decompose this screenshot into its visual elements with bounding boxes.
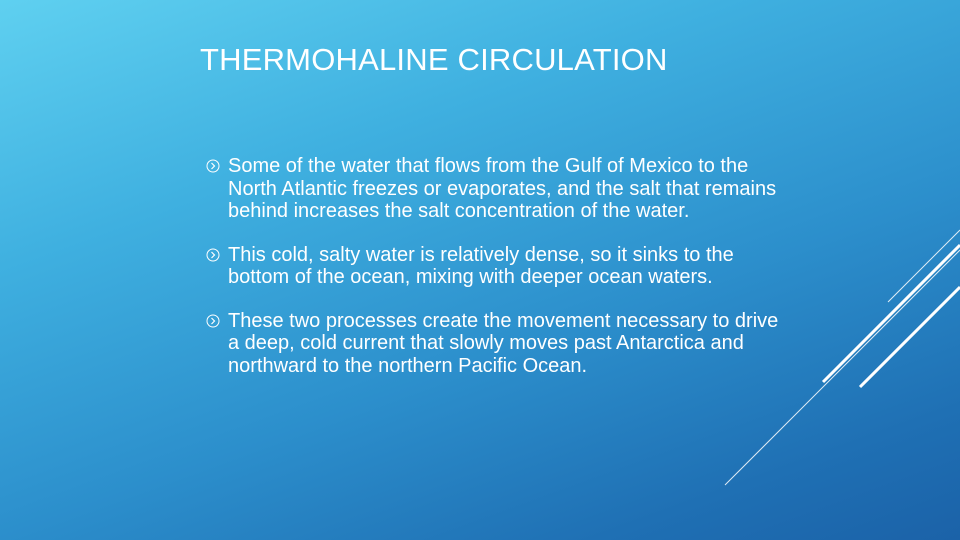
circled-arrow-icon (206, 314, 220, 328)
circled-arrow-icon (206, 159, 220, 173)
circled-arrow-icon (206, 248, 220, 262)
bullet-text: This cold, salty water is relatively dense, so it sinks to the bottom of the ocean, mixing with deeper ocean waters. (228, 243, 734, 288)
deco-line-thin-top (888, 230, 960, 302)
bullet-list (206, 155, 786, 377)
bullet-item (206, 155, 786, 223)
bullet-item (206, 244, 786, 289)
bullet-text: Some of the water that flows from the Gulf of Mexico to the North Atlantic freezes or evaporates, and the salt that remains behind increases the salt concentration of the water. (228, 155, 777, 222)
slide-title: THERMOHALINE CIRCULATION (200, 42, 668, 77)
bullet-item (206, 310, 786, 378)
deco-line-thick-2 (860, 287, 960, 387)
bullet-text: These two processes create the movement necessary to drive a deep, cold current that slowly moves past Antarctica and northward to the northern Pacific Ocean. (228, 309, 779, 377)
deco-line-thick-1 (823, 245, 960, 382)
